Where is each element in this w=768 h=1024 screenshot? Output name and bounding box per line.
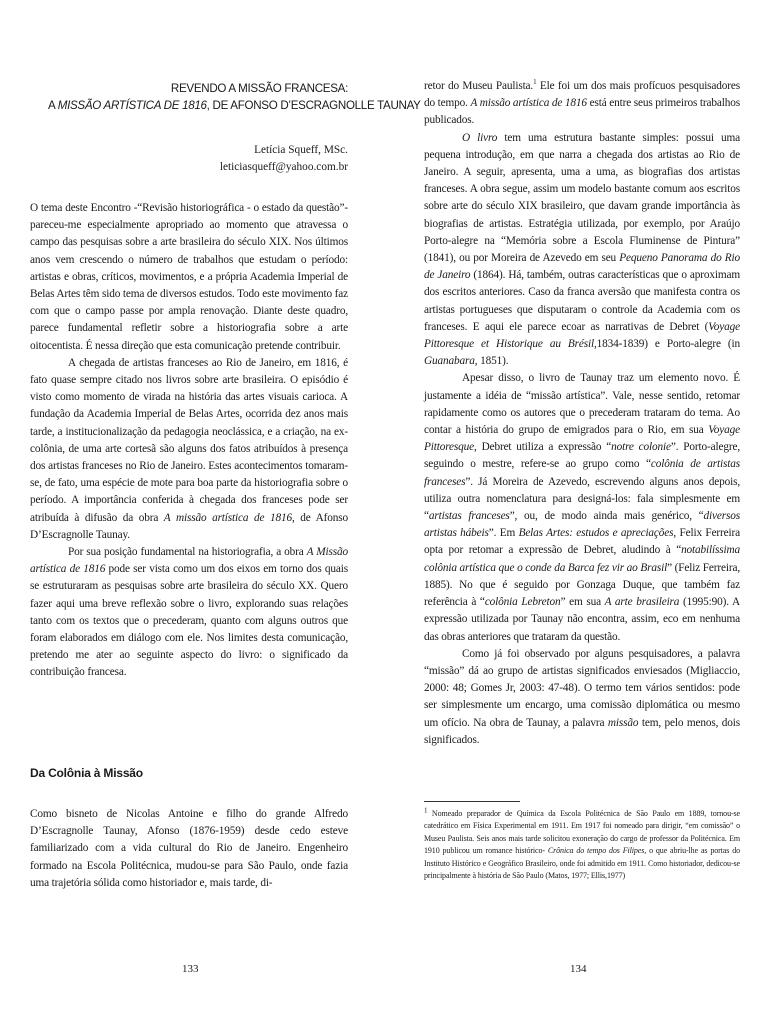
italic-span: artistas franceses bbox=[428, 510, 510, 523]
text-span: Nomeado preparador de Química da Escola Politécnica de São Paulo em 1889, tornou-se catedrático em Física Experimental em 1911. Em 1917 foi nomeado para dirigir, “em comissão” o Museu Paulista. Seis anos mais tarde solicitou exoneração do cargo de professor da Politécnica. Em 1910 publicou um romance histórico- bbox=[424, 809, 740, 856]
text-span: ”. Já Moreira de Azevedo, escrevendo alguns anos depois, utiliza outra nomenclatura para designá-los: fala simplesmente em “ bbox=[424, 475, 740, 523]
text-span: ”, ou, de modo ainda mais genérico, “ bbox=[509, 510, 704, 523]
title-italic: MISSÃO ARTÍSTICA DE 1816 bbox=[57, 99, 207, 112]
page-number-right: 134 bbox=[570, 963, 587, 975]
book-title: A missão artística de 1816 bbox=[470, 97, 587, 110]
text-span: ” em sua bbox=[560, 596, 605, 609]
paragraph-missao bbox=[424, 646, 740, 749]
footnote-marker: 1 bbox=[424, 806, 428, 815]
title-prefix: A bbox=[48, 99, 58, 112]
right-page bbox=[424, 0, 740, 1024]
text-span: Ele foi um dos mais profícuos pesquisadores do tempo. bbox=[424, 80, 741, 110]
author-block bbox=[220, 142, 348, 176]
paragraph-1: O tema deste Encontro -“Revisão historiográfica - o estado da questão”- pareceu-me especialmente apropriado ao momento que atravessa o campo das pesquisas sobre a arte brasileira do século XIX. Nos últimos anos vem crescendo o número de trabalhos que estudam o período: artistas e obras, críticos, movimentos, e a própria Academia Imperial de Belas Artes têm sido tema de diversos estudos. Todo este movimento faz com que o campo passe por ampla renovação. Diante deste quadro, parece fundamental refletir sobre a historiografia sobre a arte oitocentista. É nessa direção que esta comunicação pretende contribuir. bbox=[30, 202, 348, 352]
footnote-reference[interactable]: 1 bbox=[533, 78, 537, 87]
text-span: Como já foi observado por alguns pesquisadores, a palavra “missão” dá ao grupo de artistas significados enviesados (Migliaccio, 2000: 48; Gomes Jr, 2003: 47-48). O termo tem vários sentidos: pode ser simplesmente um encargo, uma comissão diplomática ou mesmo um ofício. Na obra de Taunay, a palavra bbox=[424, 647, 740, 729]
text-span: tem, pelo menos, dois significados. bbox=[424, 716, 740, 746]
paragraph-2 bbox=[30, 355, 348, 544]
page-number-left: 133 bbox=[182, 963, 199, 975]
italic-span: Crônica do tempo dos Filipes bbox=[547, 846, 645, 856]
footnote bbox=[424, 808, 740, 882]
italic-span: Voyage Pittoresque bbox=[424, 424, 740, 454]
right-body-text bbox=[424, 78, 740, 749]
italic-span: Belas Artes: estudos e apreciações bbox=[518, 527, 674, 540]
text-span: Apesar disso, o livro de Taunay traz um elemento novo. É justamente a idéia de “missão artística”. Vale, nesse sentido, retomar rapidamente como os autores que o precederam trataram do tema. Ao contar a história do grupo de emigrados para o Rio, em sua bbox=[424, 372, 740, 437]
text-span: ” (Feliz Ferreira, 1885). No que é seguido por Gonzaga Duque, que também faz referência à “ bbox=[424, 561, 740, 609]
text-span: ”. Em bbox=[488, 527, 519, 540]
text-span: ”. Porto-alegre, seguindo o mestre, refere-se ao grupo como “ bbox=[424, 441, 741, 471]
italic-span: Voyage Pittoresque et Historique au Brésil bbox=[424, 320, 740, 351]
left-body-text bbox=[30, 200, 348, 682]
paragraph-4: Como bisneto de Nicolas Antoine e filho do grande Alfredo D’Escragnolle Taunay, Afonso (1876-1959) desde cedo esteve familiarizado com a vida cultural do Rio de Janeiro. Engenheiro formado na Escola Politécnica, mudou-se para São Paulo, onde fazia uma trajetória sólida como historiador e, mais tarde, di- bbox=[30, 808, 348, 889]
text-span: está entre seus primeiros trabalhos publicados. bbox=[424, 97, 740, 127]
text-span: ,1834-1839) e Porto-alegre (in bbox=[593, 338, 740, 351]
left-body-text-2 bbox=[30, 806, 348, 892]
text-span: tem uma estrutura bastante simples: possui uma pequena introdução, em que narra a chegada dos artistas ao Rio de Janeiro. A seguir, apresenta, uma a uma, as biografias dos artistas franceses. A obra segue, assim um modelo bastante comum aos escritos sobre arte do século XIX brasileiro, que davam grande importância às biografias de artistas. Estratégia utilizada, por exemplo, por Araújo Porto-alegre na “Memória sobre a Escola Fluminense de Pintura” (1841), ou por Moreira de Azevedo em seu bbox=[424, 131, 740, 265]
footnote-divider bbox=[424, 801, 520, 802]
italic-span: O livro bbox=[462, 131, 498, 144]
text-span: , 1851). bbox=[474, 355, 509, 368]
author-name: Letícia Squeff, MSc. bbox=[254, 144, 348, 156]
title-suffix: , DE AFONSO D’ESCRAGNOLLE TAUNAY bbox=[206, 99, 421, 112]
article-title bbox=[48, 80, 421, 114]
paragraph-3 bbox=[30, 544, 348, 682]
text-span: , Felix Ferreira opta por retomar a expressão de Debret, aludindo à “ bbox=[424, 527, 740, 557]
italic-span: diversos artistas hábeis bbox=[424, 510, 740, 540]
paragraph-structure bbox=[424, 130, 740, 371]
book-title: A Missão artística de 1816 bbox=[30, 546, 348, 576]
paragraph-continued bbox=[424, 78, 740, 130]
left-page bbox=[30, 0, 421, 1024]
text-span: , de Afonso D’Escragnolle Taunay. bbox=[30, 511, 348, 541]
title-line-1: REVENDO A MISSÃO FRANCESA: bbox=[170, 82, 348, 95]
text-span: pode ser vista como um dos eixos em torno dos quais se estruturaram as pesquisas sobre arte brasileira do século XX. Quero fazer aqui uma breve reflexão sobre o livro, explorando suas relações tanto com os textos que o precederam, quanto com alguns outros que foram elaborados em diálogo com ele. Nos limites desta comunicação, pretendo me ater ao seguinte aspecto do livro: o significado da contribuição francesa. bbox=[30, 563, 348, 679]
text-span: (1995:90). A expressão utilizada por Taunay não encontra, assim, eco em nenhuma das obras anteriores que trataram da questão. bbox=[424, 596, 741, 643]
book-title: A missão artística de 1816 bbox=[163, 511, 292, 524]
text-span: , Debret utiliza a expressão “ bbox=[474, 441, 612, 454]
section-heading: Da Colônia à Missão bbox=[30, 766, 143, 780]
text-span: , o que abriu-lhe as portas do Instituto Histórico e Geográfico Brasileiro, onde foi admitido em 1911. Como historiador, dedicou-se principalmente à história de São Paulo (Matos, 1977; Ellis,1977) bbox=[424, 846, 740, 881]
italic-span: Guanabara bbox=[424, 355, 475, 368]
author-email: leticiasqueff@yahoo.com.br bbox=[219, 161, 348, 173]
paragraph-new-element bbox=[424, 370, 740, 645]
italic-span: missão bbox=[607, 716, 639, 729]
text-span: retor do Museu Paulista. bbox=[424, 80, 534, 92]
italic-span: Pequeno Panorama do Rio de Janeiro bbox=[424, 252, 741, 282]
italic-span: colônia de artistas franceses bbox=[424, 458, 740, 488]
italic-span: notre colonie bbox=[611, 441, 671, 454]
text-span: A chegada de artistas franceses ao Rio de Janeiro, em 1816, é fato quase sempre citado nos livros sobre arte brasileira. O episódio é visto como momento de virada na história das artes visuais carioca. A fundação da Academia Imperial de Belas Artes, ocorrida dez anos mais tarde, a institucionalização da pedagogia neoclássica, e a criação, na ex-colônia, de uma arte cortesã são alguns dos fatos atribuídos à presença dos artistas franceses no Rio de Janeiro. Estes acontecimentos tomaram-se, de fato, uma espécie de mote para boa parte da historiografia sobre o período. A importância conferida à chegada dos franceses pode ser atribuída à difusão da obra bbox=[30, 356, 348, 524]
italic-span: A arte brasileira bbox=[604, 596, 680, 609]
italic-span: colônia Lebreton bbox=[484, 596, 561, 609]
text-span: Por sua posição fundamental na historiografia, a obra bbox=[68, 546, 307, 559]
italic-span: notabilíssima colônia artística que o conde da Barca fez vir ao Brasil bbox=[424, 544, 740, 574]
text-span: (1864). Há, também, outras características que o aproximam dos escritos anteriores. Caso da franca aversão que manifesta contra os artistas portugueses que disputaram o controle da Academia com os franceses. E aqui ele parece ecoar as narrativas de Debret ( bbox=[424, 269, 740, 333]
title-line-2 bbox=[48, 97, 421, 114]
